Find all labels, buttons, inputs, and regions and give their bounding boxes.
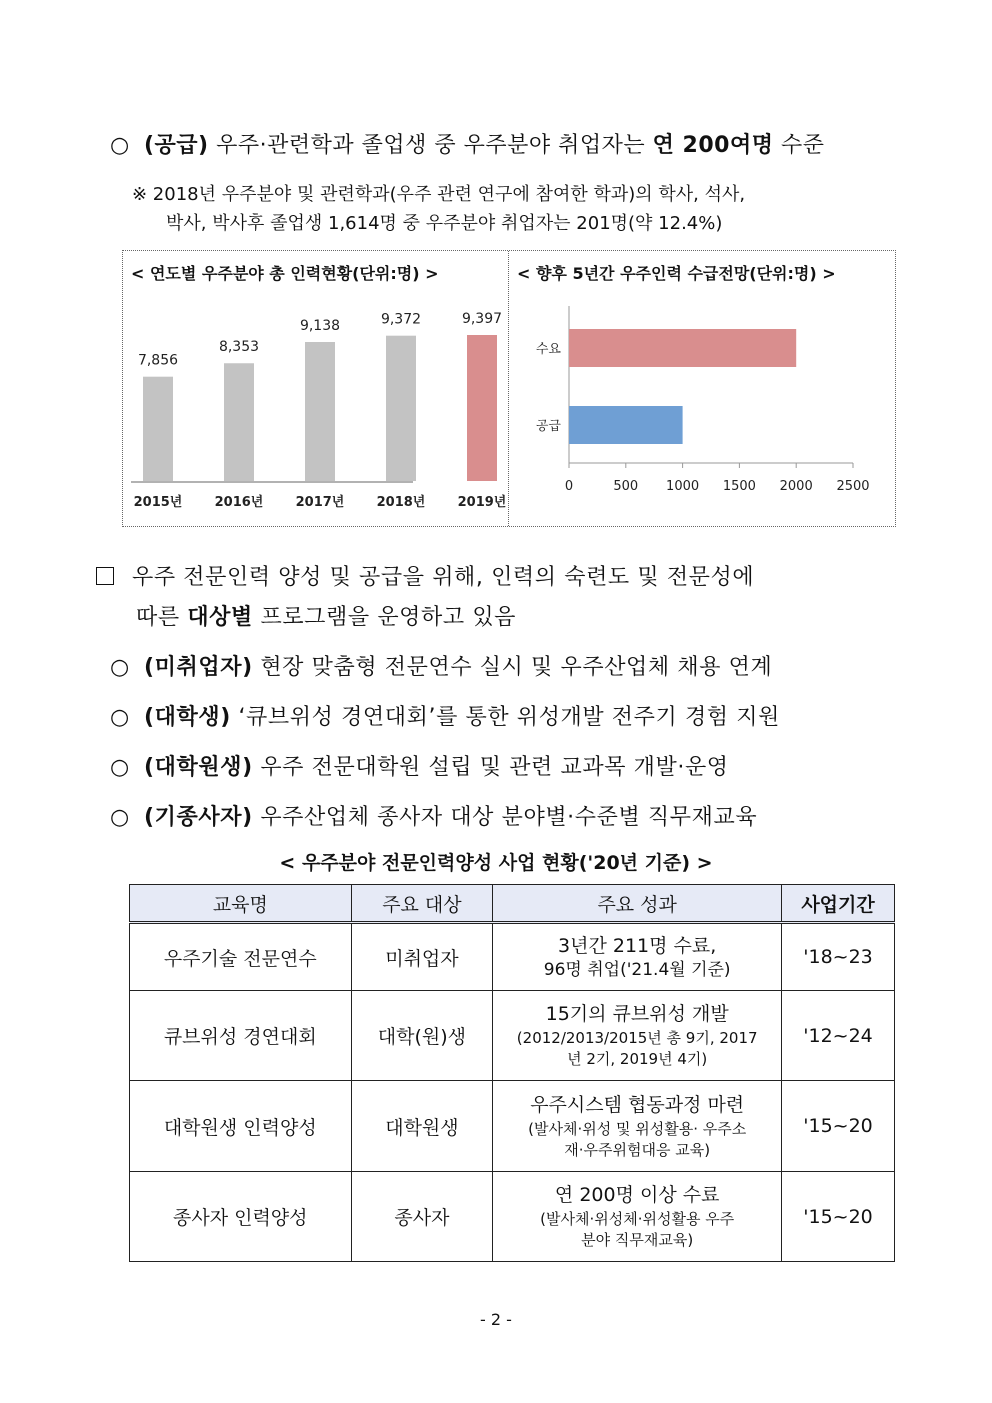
item-text: 우주산업체 종사자 대상 분야별·수준별 직무재교육 <box>260 805 758 830</box>
header-period: 사업기간 <box>782 885 895 923</box>
section-paragraph <box>96 558 754 638</box>
x-tick-label: 2015년 <box>133 495 183 510</box>
bar-2018년 <box>386 336 416 481</box>
cell-result <box>493 1081 782 1172</box>
cell-period: '15~20 <box>782 1172 895 1262</box>
table-title: < 우주분야 전문인력양성 사업 현황('20년 기준) > <box>279 852 713 874</box>
supply-text: 우주·관련학과 졸업생 중 우주분야 취업자는 <box>216 133 646 158</box>
square-marker <box>96 567 114 585</box>
bar-수요 <box>569 329 796 367</box>
header-name: 교육명 <box>130 885 352 923</box>
x-tick-label: 0 <box>564 479 574 494</box>
header-result: 주요 성과 <box>493 885 782 923</box>
item-undergrad <box>110 700 780 731</box>
result-main: 연 200명 이상 수료 <box>554 1184 720 1206</box>
supply-highlight: 연 200여명 <box>652 133 774 158</box>
hbar-chart-title: < 향후 5년간 우주인력 수급전망(단위:명) > <box>517 264 836 283</box>
cell-target: 대학(원)생 <box>351 991 493 1081</box>
bullet-circle: ○ <box>110 705 130 730</box>
bullet-circle: ○ <box>110 655 130 680</box>
x-tick-label: 2500 <box>836 479 870 494</box>
x-tick-label: 2000 <box>779 479 813 494</box>
x-tick-label: 500 <box>613 479 639 494</box>
cell-name: 우주기술 전문연수 <box>130 923 352 991</box>
table-header-row <box>130 885 895 923</box>
item-unemployed <box>110 650 772 681</box>
bullet-circle: ○ <box>110 805 130 830</box>
cell-target: 대학원생 <box>351 1081 493 1172</box>
bar-chart-title: < 연도별 우주분야 총 인력현황(단위:명) > <box>131 264 439 283</box>
result-main: 우주시스템 협동과정 마련 <box>530 1093 745 1116</box>
cell-period: '12~24 <box>782 991 895 1081</box>
item-text: 우주 전문대학원 설립 및 관련 교과목 개발·운영 <box>260 755 729 780</box>
bar-value-label: 9,372 <box>380 311 422 328</box>
result-sub: (발사체·위성체·위성활용 우주분야 직무재교육) <box>540 1210 735 1249</box>
cell-result <box>493 991 782 1081</box>
item-worker <box>110 800 757 831</box>
x-tick-label: 2019년 <box>457 495 507 510</box>
table-row <box>130 991 895 1081</box>
section-line-2-bold: 대상별 <box>187 605 253 630</box>
program-table <box>129 884 895 1262</box>
x-tick-label: 2016년 <box>214 495 264 510</box>
result-sub: (발사체·위성 및 위성활용· 우주소재·우주위험대응 교육) <box>528 1119 747 1159</box>
bar-2015년 <box>143 377 173 481</box>
section-line-2-post: 프로그램을 운영하고 있음 <box>260 605 517 630</box>
cell-period: '18~23 <box>782 923 895 991</box>
table-row <box>130 923 895 991</box>
supply-tail: 수준 <box>780 133 825 158</box>
result-sub: (2012/2013/2015년 총 9기, 2017년 2기, 2019년 4기) <box>516 1029 758 1068</box>
cell-name: 종사자 인력양성 <box>130 1172 352 1262</box>
note-line-1: ※ 2018년 우주분야 및 관련학과(우주 관련 연구에 참여한 학과)의 학사, 석사, <box>132 184 746 205</box>
supply-label: (공급) <box>144 133 209 158</box>
supply-line <box>110 128 825 159</box>
item-label: (대학원생) <box>144 755 253 780</box>
cell-period: '15~20 <box>782 1081 895 1172</box>
x-tick-label: 1500 <box>722 479 756 494</box>
x-tick-label: 2017년 <box>295 495 345 510</box>
bar-value-label: 7,856 <box>137 352 179 369</box>
item-grad <box>110 750 729 781</box>
x-tick-label: 1000 <box>666 479 700 494</box>
header-target: 주요 대상 <box>351 885 493 923</box>
bar-2016년 <box>224 363 254 481</box>
bullet-circle: ○ <box>110 133 130 158</box>
hbar-chart <box>509 251 895 526</box>
page-number: - 2 - <box>480 1310 512 1329</box>
cell-result <box>493 1172 782 1262</box>
bar-2017년 <box>305 342 335 481</box>
section-line-2-pre: 따른 <box>136 605 180 630</box>
result-sub: 96명 취업('21.4월 기준) <box>543 960 731 980</box>
item-label: (기종사자) <box>144 805 253 830</box>
item-label: (대학생) <box>144 705 231 730</box>
bar-2019년 <box>467 335 497 481</box>
bar-chart <box>123 251 508 526</box>
result-main: 3년간 211명 수료, <box>558 935 717 957</box>
x-tick-label: 2018년 <box>376 495 426 510</box>
cell-name: 큐브위성 경연대회 <box>130 991 352 1081</box>
bar-공급 <box>569 406 683 444</box>
table-row <box>130 1172 895 1262</box>
table-row <box>130 1081 895 1172</box>
item-label: (미취업자) <box>144 655 253 680</box>
charts-box <box>122 250 896 527</box>
item-text: ‘큐브위성 경연대회’를 통한 위성개발 전주기 경험 지원 <box>238 705 780 730</box>
cell-target: 종사자 <box>351 1172 493 1262</box>
cell-result <box>493 923 782 991</box>
section-line-1: 우주 전문인력 양성 및 공급을 위해, 인력의 숙련도 및 전문성에 <box>132 565 755 590</box>
y-tick-label: 공급 <box>535 419 561 434</box>
bar-value-label: 9,138 <box>299 318 341 335</box>
y-tick-label: 수요 <box>535 342 561 357</box>
result-main: 15기의 큐브위성 개발 <box>545 1003 729 1025</box>
cell-name: 대학원생 인력양성 <box>130 1081 352 1172</box>
bar-value-label: 8,353 <box>218 339 260 356</box>
item-text: 현장 맞춤형 전문연수 실시 및 우주산업체 채용 연계 <box>260 655 773 680</box>
cell-target: 미취업자 <box>351 923 493 991</box>
bullet-circle: ○ <box>110 755 130 780</box>
note-line-2: 박사, 박사후 졸업생 1,614명 중 우주분야 취업자는 201명(약 12.4%) <box>166 213 723 234</box>
bar-value-label: 9,397 <box>461 311 503 327</box>
note <box>132 180 745 238</box>
